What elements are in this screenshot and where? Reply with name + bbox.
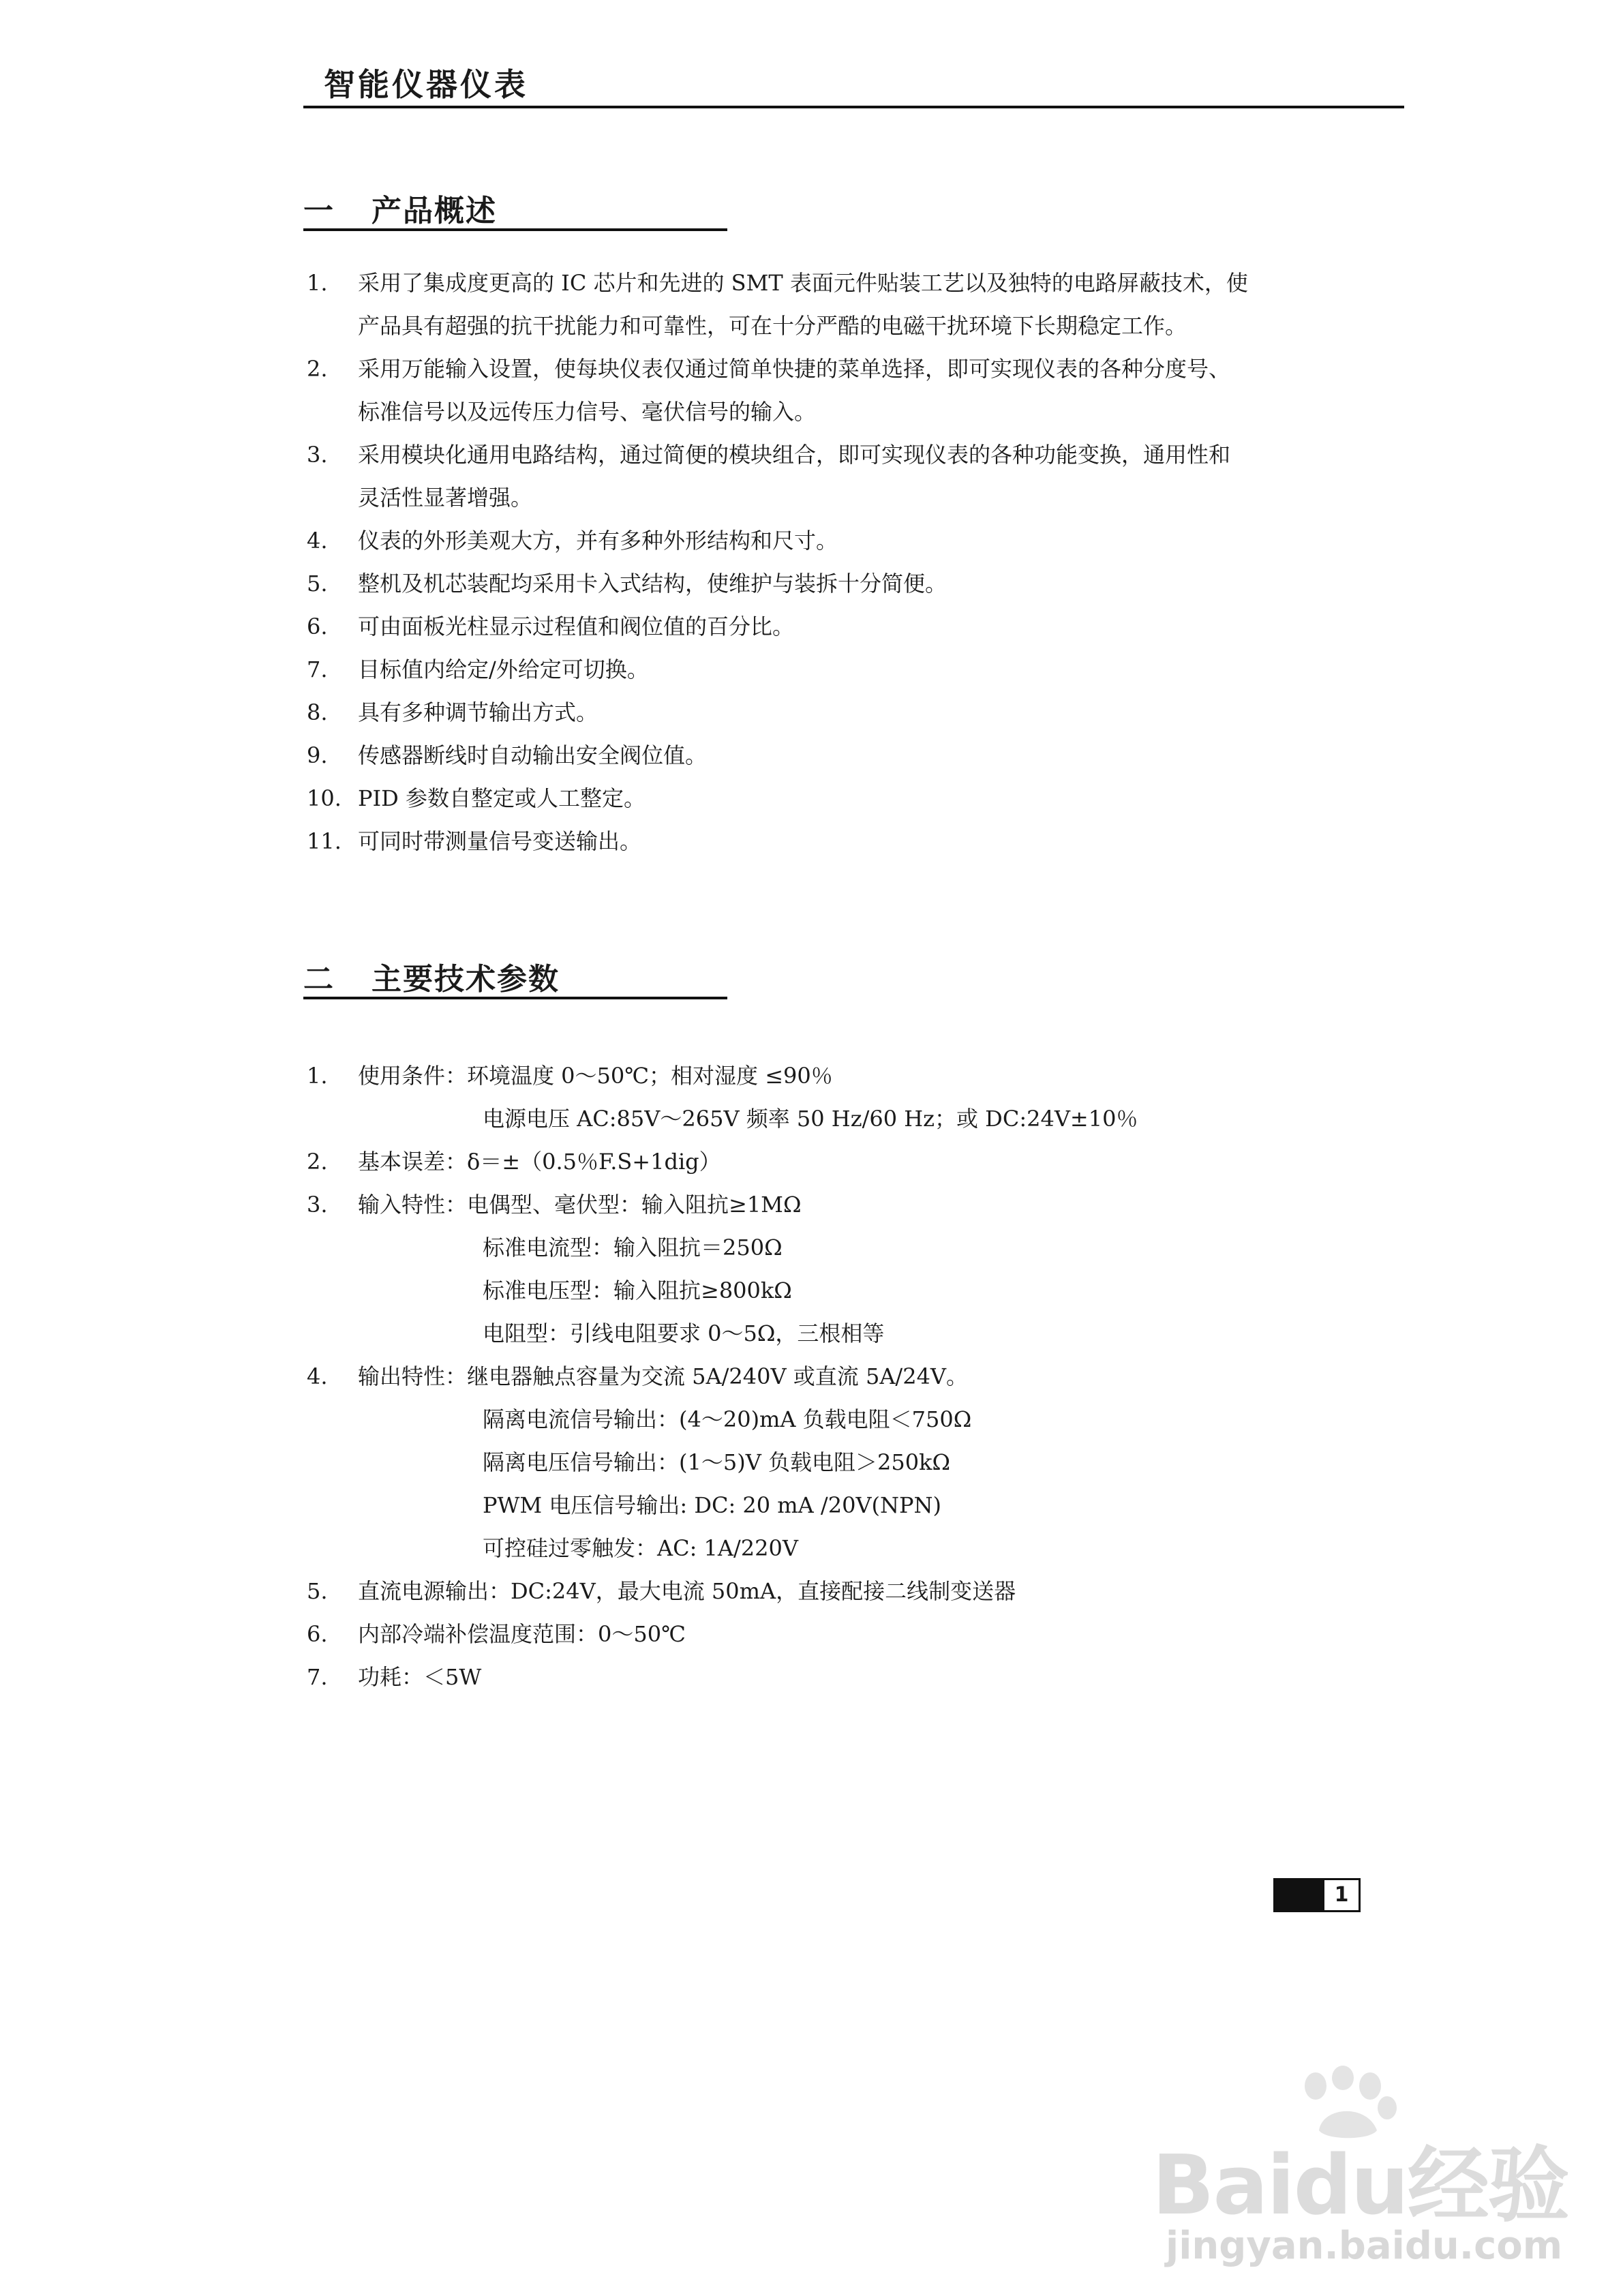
- s1-item-5-line-1: 整机及机芯装配均采用卡入式结构，使维护与装拆十分简便。: [358, 571, 947, 596]
- s1-item-10-line-1: PID 参数自整定或人工整定。: [358, 785, 646, 811]
- s1-item-8-num: 8.: [307, 699, 328, 725]
- s1-item-4-line-1: 仪表的外形美观大方，并有多种外形结构和尺寸。: [358, 528, 838, 554]
- section-1-number: 一: [303, 194, 335, 228]
- s2-item-4-num: 4.: [307, 1363, 328, 1389]
- section-2-heading: [303, 954, 560, 998]
- s1-item-2-line-2: 标准信号以及远传压力信号、毫伏信号的输入。: [358, 399, 817, 425]
- s2-item-2-text: 基本误差：δ＝±（0.5％F.S+1dig）: [358, 1149, 721, 1175]
- s2-item-5-num: 5.: [307, 1578, 328, 1604]
- s1-item-9-num: 9.: [307, 742, 328, 768]
- page-number: 1: [1334, 1883, 1349, 1907]
- section-2-number: 二: [303, 962, 335, 997]
- s2-item-6-num: 6.: [307, 1621, 328, 1647]
- header-rule: [303, 106, 1404, 108]
- s2-item-3-text: 输入特性：电偶型、毫伏型：输入阻抗≥1MΩ: [358, 1192, 802, 1218]
- s2-item-3-cont-3: 电阻型：引线电阻要求 0～5Ω，三根相等: [483, 1320, 885, 1346]
- s1-item-1-num: 1.: [307, 270, 328, 296]
- s1-item-3-line-1: 采用模块化通用电路结构，通过简便的模块组合，即可实现仪表的各种功能变换，通用性和: [358, 442, 1231, 468]
- watermark-logo-text: Baidu经验: [1152, 2139, 1568, 2233]
- s2-item-1-cont-1: 电源电压 AC:85V～265V 频率 50 Hz/60 Hz；或 DC:24V±10％: [483, 1106, 1138, 1132]
- page-number-badge: [1273, 1878, 1361, 1912]
- s1-item-5-num: 5.: [307, 571, 328, 596]
- section-1-heading: [303, 186, 497, 230]
- s2-item-4-cont-4: 可控硅过零触发：AC: 1A/220V: [483, 1535, 798, 1561]
- section-1-rule: [303, 228, 727, 231]
- s1-item-7-num: 7.: [307, 656, 328, 682]
- s2-item-6-text: 内部冷端补偿温度范围：0～50℃: [358, 1621, 686, 1647]
- s1-item-4-num: 4.: [307, 528, 328, 554]
- s2-item-3-num: 3.: [307, 1192, 328, 1218]
- s1-item-3-num: 3.: [307, 442, 328, 468]
- s2-item-7-num: 7.: [307, 1664, 328, 1690]
- s2-item-4-cont-2: 隔离电压信号输出：(1～5)V 负载电阻＞250kΩ: [483, 1449, 950, 1475]
- s2-item-3-cont-1: 标准电流型：输入阻抗＝250Ω: [483, 1235, 783, 1260]
- running-header-title: 智能仪器仪表: [324, 66, 528, 103]
- s1-item-7-line-1: 目标值内给定/外给定可切换。: [358, 656, 649, 682]
- s1-item-6-line-1: 可由面板光柱显示过程值和阀位值的百分比。: [358, 614, 795, 639]
- s1-item-11-line-1: 可同时带测量信号变送输出。: [358, 828, 642, 854]
- s1-item-1-line-2: 产品具有超强的抗干扰能力和可靠性，可在十分严酷的电磁干扰环境下长期稳定工作。: [358, 313, 1187, 339]
- s2-item-4-cont-3: PWM 电压信号输出: DC: 20 mA /20V(NPN): [483, 1492, 942, 1518]
- page-badge-fill: [1275, 1880, 1324, 1910]
- s1-item-2-num: 2.: [307, 356, 328, 382]
- section-1-title: 产品概述: [371, 194, 497, 228]
- s1-item-6-num: 6.: [307, 614, 328, 639]
- s2-item-1-num: 1.: [307, 1063, 328, 1089]
- s1-item-1-line-1: 采用了集成度更高的 IC 芯片和先进的 SMT 表面元件贴装工艺以及独特的电路屏蔽技术，使: [358, 270, 1248, 296]
- s2-item-4-cont-1: 隔离电流信号输出：(4～20)mA 负载电阻＜750Ω: [483, 1406, 972, 1432]
- s2-item-1-text: 使用条件：环境温度 0～50℃；相对湿度 ≤90％: [358, 1063, 833, 1089]
- s1-item-3-line-2: 灵活性显著增强。: [358, 485, 533, 511]
- s2-item-2-num: 2.: [307, 1149, 328, 1175]
- s2-item-4-text: 输出特性：继电器触点容量为交流 5A/240V 或直流 5A/24V。: [358, 1363, 969, 1389]
- s2-item-5-text: 直流电源输出：DC:24V，最大电流 50mA，直接配接二线制变送器: [358, 1578, 1016, 1604]
- s1-item-10-num: 10.: [307, 785, 342, 811]
- watermark-logo: [1152, 2120, 1568, 2237]
- s2-item-7-text: 功耗：＜5W: [358, 1664, 482, 1690]
- section-2-title: 主要技术参数: [371, 962, 560, 997]
- s2-item-3-cont-2: 标准电压型：输入阻抗≥800kΩ: [483, 1278, 792, 1303]
- s1-item-2-line-1: 采用万能输入设置，使每块仪表仅通过简单快捷的菜单选择，即可实现仪表的各种分度号、: [358, 356, 1231, 382]
- s1-item-9-line-1: 传感器断线时自动输出安全阀位值。: [358, 742, 708, 768]
- watermark-url: jingyan.baidu.com: [1166, 2224, 1563, 2268]
- section-2-rule: [303, 997, 727, 999]
- s1-item-11-num: 11.: [307, 828, 342, 854]
- s1-item-8-line-1: 具有多种调节输出方式。: [358, 699, 598, 725]
